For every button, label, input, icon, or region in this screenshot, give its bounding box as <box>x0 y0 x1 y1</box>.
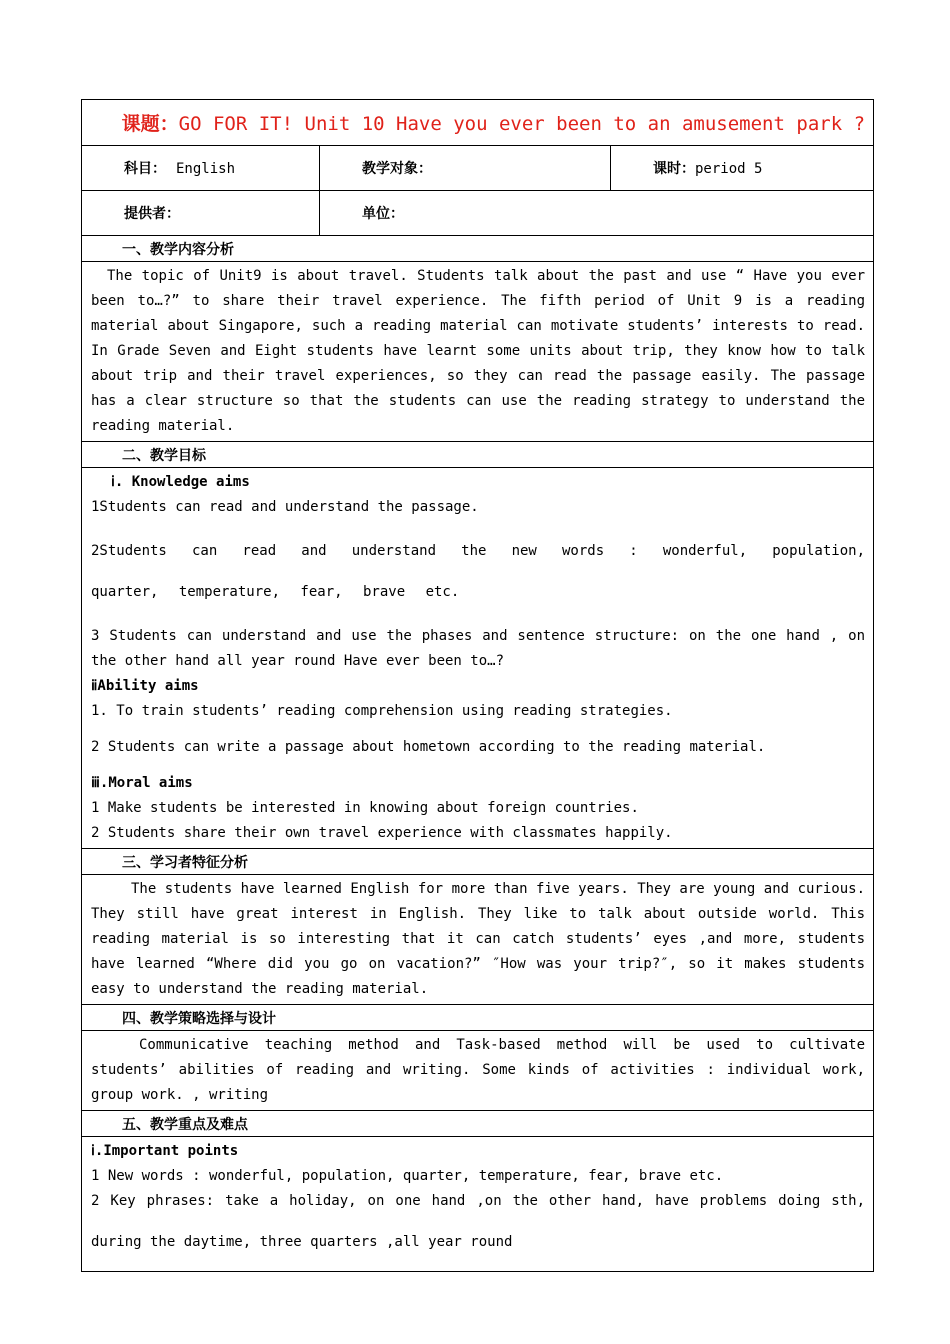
section-1-heading: 一、教学内容分析 <box>82 236 874 262</box>
section-3-body <box>82 875 874 1005</box>
lesson-plan-page <box>81 99 873 1272</box>
title-prefix: 课题： <box>121 113 179 135</box>
section-1-body <box>82 262 874 442</box>
title-row <box>82 100 874 146</box>
section-2-header <box>82 442 874 468</box>
provider-cell <box>82 191 320 236</box>
section-3-paragraph: The students have learned English for more than five years. They are young and curious. They still have great interest in English. They like to talk about outside world. This reading material is so interesting that it can catch students’ eyes ,and more, students have learned “Where did you go on vacation?” ″How was your trip?″, so it makes students easy to understand the reading material. <box>91 881 866 997</box>
section-2-heading: 二、教学目标 <box>82 442 874 468</box>
unit-cell <box>320 191 874 236</box>
ability-aim-1: 1. To train students’ reading comprehension using reading strategies. <box>91 703 673 719</box>
section-4-heading: 四、教学策略选择与设计 <box>82 1005 874 1031</box>
target-cell <box>320 146 611 191</box>
subject-cell <box>82 146 320 191</box>
target-label: 教学对象： <box>362 161 432 177</box>
moral-aim-2: 2 Students share their own travel experience with classmates happily. <box>91 825 673 841</box>
ability-aims-title: ⅱAbility aims <box>91 678 199 694</box>
page-title: GO FOR IT! Unit 10 Have you ever been to an amusement park ? <box>178 113 866 135</box>
section-1-paragraph: The topic of Unit9 is about travel. Students talk about the past and use “ Have you ever been to…?” to share their travel experience. The fifth period of Unit 9 is a reading material about Singapore, such a reading material can motivate students’ interests to read. In Grade Seven and Eight students have learnt some units about trip, they know how to talk about trip and their travel experiences, so they can read the passage easily. The passage has a clear structure so that the students can use the reading strategy to understand the reading material. <box>91 268 866 434</box>
important-point-2: 2 Key phrases: take a holiday, on one hand ,on the other hand, have problems doing sth, during the daytime, three quarters ,all year round <box>91 1193 866 1250</box>
section-4-body <box>82 1031 874 1111</box>
section-3-header <box>82 849 874 875</box>
period-cell <box>611 146 874 191</box>
moral-aims-title: ⅲ.Moral aims <box>91 775 193 791</box>
section-2-body <box>82 468 874 849</box>
moral-aim-1: 1 Make students be interested in knowing about foreign countries. <box>91 800 639 816</box>
title-cell <box>82 100 874 146</box>
knowledge-aims-title: ⅰ. Knowledge aims <box>111 474 250 490</box>
period-value: period 5 <box>695 161 763 177</box>
section-5-body <box>82 1137 874 1272</box>
unit-label: 单位： <box>362 206 404 222</box>
subject-value: English <box>176 161 236 177</box>
info-row-1 <box>82 146 874 191</box>
period-label: 课时： <box>653 161 695 177</box>
section-1-header <box>82 236 874 262</box>
section-4-header <box>82 1005 874 1031</box>
subject-label: 科目： <box>124 161 166 177</box>
knowledge-aim-1: 1Students can read and understand the passage. <box>91 499 479 515</box>
provider-label: 提供者： <box>124 206 180 222</box>
section-5-heading: 五、教学重点及难点 <box>82 1111 874 1137</box>
knowledge-aim-3: 3 Students can understand and use the phases and sentence structure: on the one hand , on the other hand all year round Have ever been to…? <box>91 628 866 669</box>
important-point-1: 1 New words : wonderful, population, quarter, temperature, fear, brave etc. <box>91 1168 724 1184</box>
section-4-paragraph: Communicative teaching method and Task-based method will be used to cultivate students’ abilities of reading and writing. Some kinds of activities : individual work, group work. , writing <box>91 1037 866 1103</box>
important-points-title: ⅰ.Important points <box>91 1143 239 1159</box>
section-3-heading: 三、学习者特征分析 <box>82 849 874 875</box>
lesson-plan-table <box>81 99 874 1272</box>
ability-aim-2: 2 Students can write a passage about hometown according to the reading material. <box>91 739 766 755</box>
section-5-header <box>82 1111 874 1137</box>
info-row-2 <box>82 191 874 236</box>
knowledge-aim-2: 2Students can read and understand the new words : wonderful, population, quarter, temperature, fear, brave etc. <box>91 543 866 600</box>
